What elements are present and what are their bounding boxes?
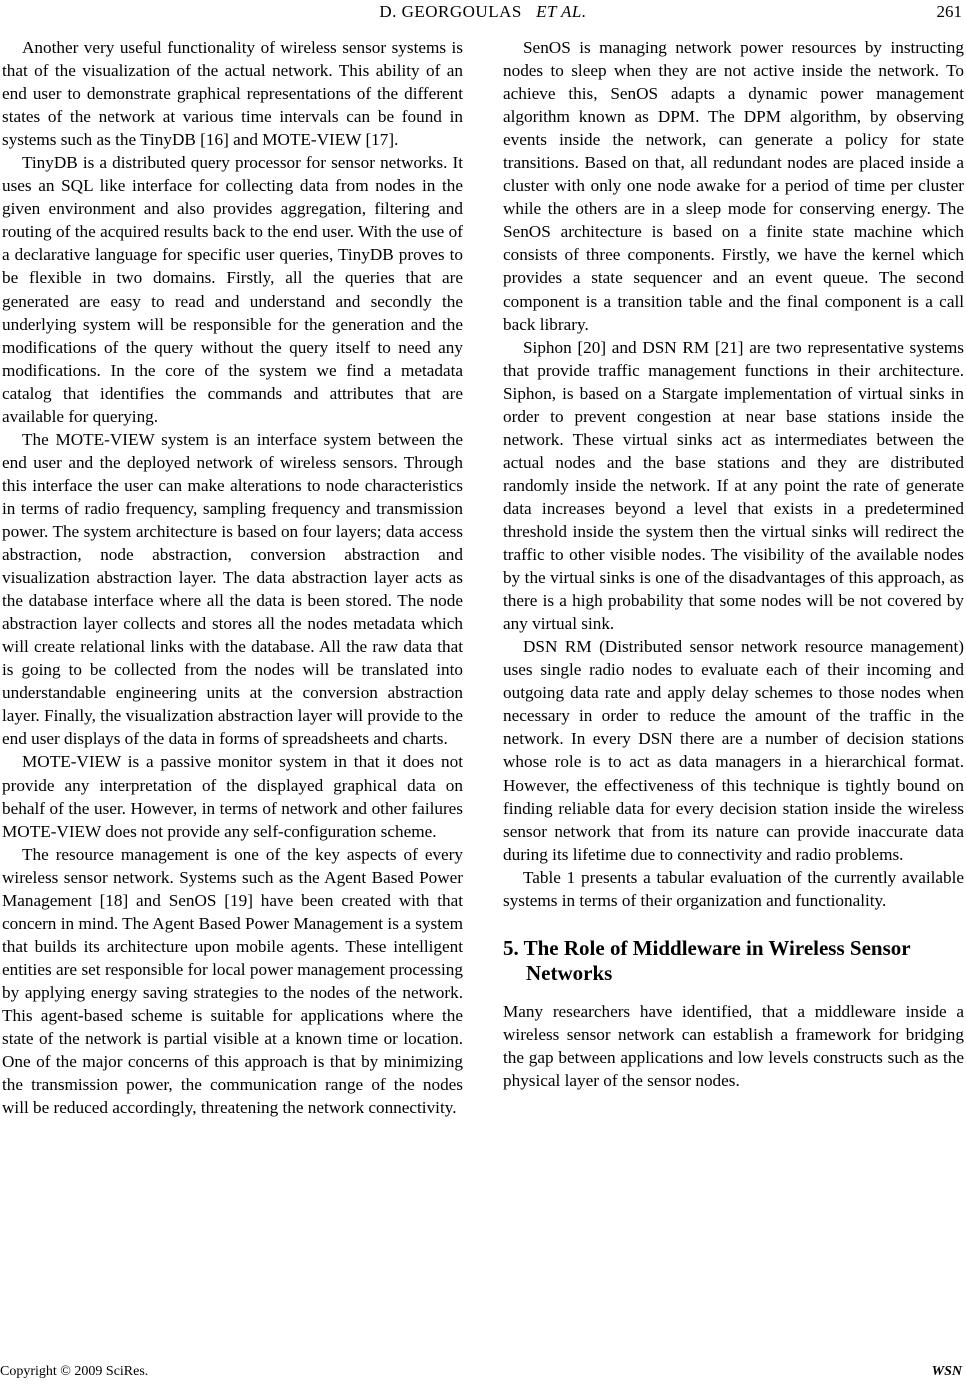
paragraph: Siphon [20] and DSN RM [21] are two representative systems that provide traffic management functions in their architecture. Siphon, is based on a Stargate implementation of virtual sinks in order to prevent congestion at near base stations inside the network. These virtual sinks act as intermediates between the actual nodes and the base stations and they are distributed randomly inside the network. If at any point the rate of generate data increases beyond a level that exists in a predetermined threshold inside the system then the virtual sinks will redirect the traffic to other visible nodes. The visibility of the available nodes by the virtual sinks is one of the disadvantages of this approach, as there is a high probability that some nodes will be not covered by any virtual sink.: [503, 337, 964, 634]
page-number: 261: [936, 2, 962, 21]
paragraph: Another very useful functionality of wireless sensor systems is that of the visualization of the actual network. This ability of an end user to demonstrate graphical representations of the different states of the network at various time intervals can be found in systems such as the TinyDB [16] and MOTE-VIEW [17].: [2, 38, 463, 150]
paragraph: SenOS is managing network power resources by instructing nodes to sleep when they are not active inside the network. To achieve this, SenOS adapts a dynamic power management algorithm known as DPM. The DPM algorithm, by observing events inside the network, can generate a policy for state transitions. Based on that, all redundant nodes are placed inside a cluster with only one node awake for a period of time per cluster while the others are in a sleep mode for conserving energy. The SenOS architecture is based on a finite state machine which consists of three components. Firstly, we have the kernel which provides a state sequencer and an event queue. The second component is a transition table and the final component is a call back library.: [503, 38, 964, 334]
running-head: [0, 2, 966, 22]
paragraph: The MOTE-VIEW system is an interface system between the end user and the deployed network of wireless sensors. Through this interface the user can make alterations to node characteristics in terms of radio frequency, sampling frequency and transmission power. The system architecture is based on four layers; data access abstraction, node abstraction, conversion abstraction and visualization abstraction layer. The data abstraction layer acts as the database interface where all the data is been stored. The node abstraction layer collects and stores all the nodes metadata which will create relational links with the database. All the raw data that is going to be collected from the nodes will be translated into understandable engineering units at the conversion abstraction layer. Finally, the visualization abstraction layer will provide to the end user displays of the data in forms of spreadsheets and charts.: [2, 429, 463, 749]
section-paragraph: Many researchers have identified, that a middleware inside a wireless sensor network can establish a framework for bridging the gap between applications and low levels constructs such as the physical layer of the sensor nodes.: [503, 1001, 964, 1090]
page-header: [0, 0, 966, 30]
running-head-authors: D. GEORGOULAS: [379, 2, 522, 21]
paragraph: TinyDB is a distributed query processor for sensor networks. It uses an SQL like interface for collecting data from nodes in the given environment and also provides aggregation, filtering and routing of the acquired results back to the end user. With the use of a declarative language for specific user queries, TinyDB proves to be flexible in two domains. Firstly, all the queries that are generated are easy to read and understand and secondly the underlying system will be responsible for the generation and the modifications of the query without the query itself to need any modifications. In the core of the system we find a metadata catalog that identifies the commands and attributes that are available for querying.: [2, 153, 463, 426]
right-column: [503, 36, 964, 1092]
copyright-notice: Copyright © 2009 SciRes.: [0, 1364, 149, 1379]
paragraph: DSN RM (Distributed sensor network resource management) uses single radio nodes to evaluate each of their incoming and outgoing data rate and apply delay schemes to those nodes when necessary in order to reduce the amount of the traffic in the network. In every DSN there are a number of decision stations whose role is to act as data managers in a hierarchical format. However, the effectiveness of this technique is tightly bound on finding reliable data for every decision station inside the wireless sensor network that from its nature can provide inaccurate data during its lifetime due to connectivity and radio problems.: [503, 637, 964, 864]
paragraph: Table 1 presents a tabular evaluation of the currently available systems in terms of their organization and functionality.: [503, 867, 964, 910]
paragraph: MOTE-VIEW is a passive monitor system in that it does not provide any interpretation of the displayed graphical data on behalf of the user. However, in terms of network and other failures MOTE-VIEW does not provide any self-configuration scheme.: [2, 752, 463, 841]
page-footer: [0, 1364, 966, 1384]
paragraph: The resource management is one of the key aspects of every wireless sensor network. Systems such as the Agent Based Power Management [18] and SenOS [19] have been created with that concern in mind. The Agent Based Power Management is a system that builds its architecture upon mobile agents. These intelligent entities are set responsible for local power management processing by applying energy saving strategies to the nodes of the network. This agent-based scheme is suitable for applications where the state of the network is partial visible at a known time or location. One of the major concerns of this approach is that by minimizing the transmission power, the communication range of the nodes will be reduced accordingly, threatening the network connectivity.: [2, 844, 463, 1118]
journal-abbrev: WSN: [931, 1364, 962, 1379]
running-head-etal: ET AL.: [536, 2, 587, 21]
section-heading: 5. The Role of Middleware in Wireless Sensor Networks: [503, 935, 911, 985]
left-column: [2, 36, 463, 1119]
